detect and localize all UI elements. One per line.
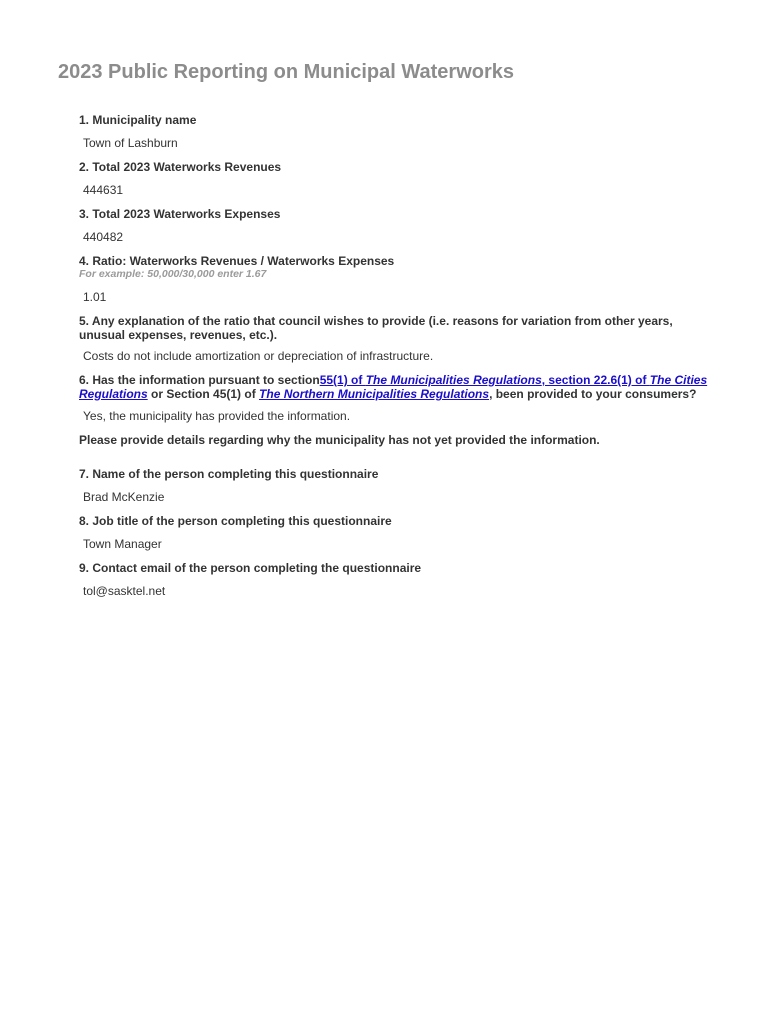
- link-1-title: The Municipalities Regulations: [365, 373, 542, 387]
- question-7-answer: Brad McKenzie: [83, 490, 165, 504]
- followup-label: Please provide details regarding why the municipality has not yet provided the information.: [79, 433, 600, 447]
- question-6-prefix: 6. Has the information pursuant to section: [79, 373, 320, 387]
- question-6-suffix: , been provided to your consumers?: [489, 387, 697, 401]
- question-8-answer: Town Manager: [83, 537, 162, 551]
- link-2-text: , section 22.6(1) of: [541, 373, 650, 387]
- question-6-answer: Yes, the municipality has provided the information.: [83, 409, 351, 423]
- question-7-label: 7. Name of the person completing this questionnaire: [79, 467, 379, 481]
- question-4-answer: 1.01: [83, 290, 107, 304]
- question-8-label: 8. Job title of the person completing this questionnaire: [79, 514, 392, 528]
- question-4-hint: For example: 50,000/30,000 enter 1.67: [79, 268, 267, 280]
- question-9-answer: tol@sasktel.net: [83, 584, 166, 598]
- question-1-label: 1. Municipality name: [79, 113, 197, 127]
- northern-municipalities-regulations-link[interactable]: [259, 387, 489, 401]
- question-5-label: 5. Any explanation of the ratio that council wishes to provide (i.e. reasons for variation from other years, unusual expenses, revenues, etc.).: [79, 314, 673, 342]
- question-2-label: 2. Total 2023 Waterworks Revenues: [79, 160, 282, 174]
- question-3-label: 3. Total 2023 Waterworks Expenses: [79, 207, 281, 221]
- question-9-label: 9. Contact email of the person completing the questionnaire: [79, 561, 422, 575]
- link-2-title: The Cities Regulations: [79, 373, 708, 401]
- question-4-label: 4. Ratio: Waterworks Revenues / Waterworks Expenses: [79, 254, 395, 268]
- question-6-label: [79, 373, 719, 401]
- link-1-text: 55(1) of: [319, 373, 366, 387]
- link-3-title: The Northern Municipalities Regulations: [259, 387, 490, 401]
- question-5-answer: Costs do not include amortization or depreciation of infrastructure.: [83, 349, 434, 363]
- page-title: 2023 Public Reporting on Municipal Waterworks: [58, 61, 515, 83]
- question-6-middle: or Section 45(1) of: [147, 387, 260, 401]
- question-2-answer: 444631: [83, 183, 124, 197]
- question-3-answer: 440482: [83, 230, 124, 244]
- question-1-answer: Town of Lashburn: [83, 136, 178, 150]
